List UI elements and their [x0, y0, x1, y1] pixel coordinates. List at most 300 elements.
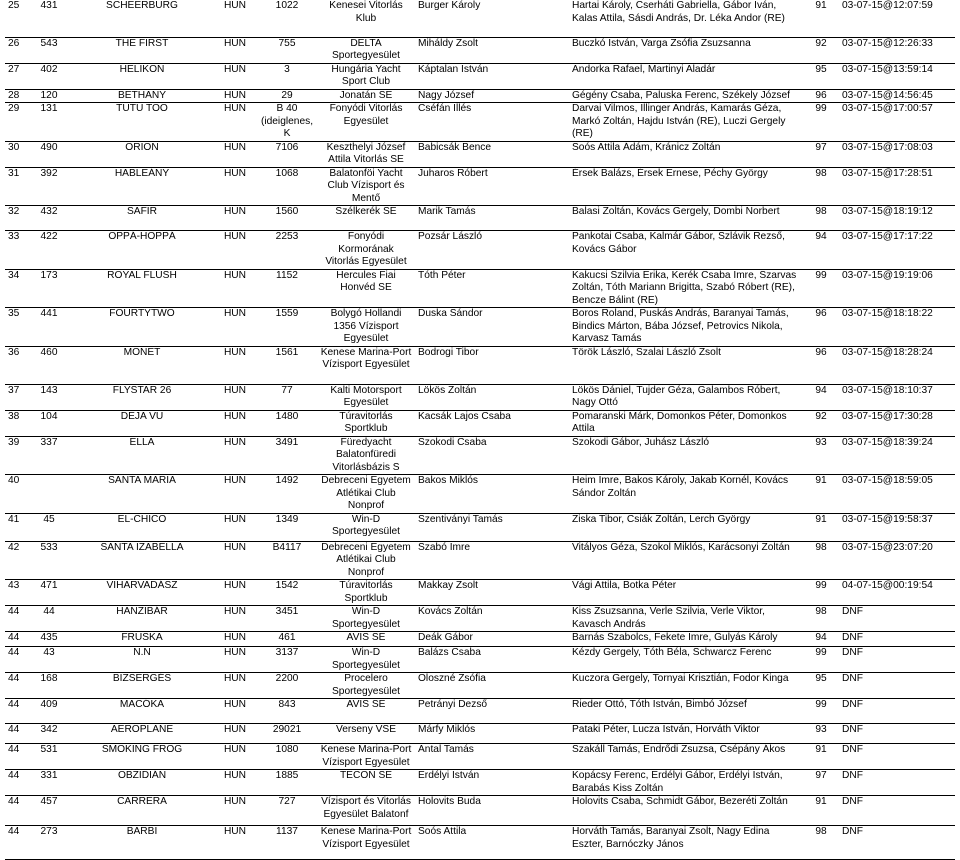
place-cell: 43	[8, 580, 20, 591]
nation-cell: HUN	[223, 744, 247, 755]
club-cell: Kalti Motorsport Egyesület	[330, 384, 402, 408]
nation-cell: HUN	[223, 63, 247, 75]
entry-number-cell: 143	[40, 384, 58, 396]
crew-cell: Pankotai Csaba, Kalmár Gábor, Szlávik Rezső, Kovács Gábor	[572, 231, 785, 255]
boat-name-cell: AEROPLANE	[110, 724, 174, 735]
table-row	[5, 580, 955, 606]
sail-number-cell: 1542	[275, 580, 299, 591]
nation-cell: HUN	[223, 410, 247, 422]
place-cell: 44	[8, 606, 20, 617]
nation-cell: HUN	[223, 770, 247, 781]
points-cell: 99	[815, 103, 827, 114]
sail-number-cell: 1559	[275, 308, 299, 319]
nation-cell: HUN	[223, 167, 247, 179]
points-cell: 91	[815, 744, 827, 755]
sail-number-cell: 1068	[275, 167, 299, 179]
club-cell: Debreceni Egyetem Atlétikai Club Nonprof	[321, 541, 411, 578]
place-cell: 37	[8, 384, 20, 396]
points-cell: 96	[815, 89, 827, 101]
crew-cell: Rieder Ottó, Tóth István, Bimbó József	[572, 699, 747, 710]
sail-number-cell: 1080	[275, 744, 299, 755]
crew-cell: Heim Imre, Bakos Károly, Jakab Kornél, Kovács Sándor Zoltán	[572, 475, 789, 499]
sail-number-cell: 1022	[275, 0, 299, 11]
finish-time-cell: DNF	[842, 673, 863, 684]
club-cell: Keszthelyi József Attila Vitorlás SE	[326, 141, 406, 165]
nation-cell: HUN	[223, 269, 247, 281]
crew-cell: Szokodi Gábor, Juhász László	[572, 436, 710, 448]
table-row	[5, 103, 955, 142]
table-row	[5, 141, 955, 167]
boat-name-cell: THE FIRST	[115, 37, 169, 49]
sail-number-cell: 2200	[275, 673, 299, 684]
crew-cell: Holovits Csaba, Schmidt Gábor, Bezeréti Zoltán	[572, 796, 788, 807]
place-cell: 44	[8, 632, 20, 643]
skipper-cell: Holovits Buda	[418, 796, 481, 807]
club-cell: Balatonföi Yacht Club Vízisport és Mentő	[327, 167, 405, 204]
nation-cell: HUN	[223, 141, 247, 153]
crew-cell: Balasi Zoltán, Kovács Gergely, Dombi Norbert	[572, 206, 780, 217]
nation-cell: HUN	[223, 206, 247, 217]
boat-name-cell: BARBI	[126, 826, 158, 837]
entry-number-cell: 45	[43, 513, 55, 525]
sail-number-cell: 29021	[272, 724, 302, 735]
nation-cell: HUN	[223, 436, 247, 448]
boat-name-cell: FLYSTAR 26	[112, 384, 172, 396]
place-cell: 44	[8, 699, 20, 710]
sail-number-cell: 1137	[276, 826, 298, 837]
results-body	[5, 0, 955, 860]
nation-cell: HUN	[223, 580, 247, 591]
crew-cell: Horváth Tamás, Baranyai Zsolt, Nagy Edina Eszter, Barnóczky János	[572, 826, 770, 850]
skipper-cell: Erdélyi István	[418, 770, 480, 781]
boat-name-cell: BETHANY	[117, 89, 167, 101]
nation-cell: HUN	[223, 796, 247, 807]
nation-cell: HUN	[223, 513, 247, 525]
table-row	[5, 541, 955, 580]
boat-name-cell: SANTA MARIA	[108, 475, 176, 486]
crew-cell: Lökös Dániel, Tujder Géza, Galambos Róbert, Nagy Ottó	[572, 384, 781, 408]
entry-number-cell: 441	[40, 308, 58, 319]
points-cell: 99	[815, 580, 827, 591]
finish-time-cell: 03-07-15@17:28:51	[842, 167, 933, 179]
place-cell: 30	[8, 141, 20, 153]
points-cell: 98	[815, 206, 827, 217]
finish-time-cell: DNF	[842, 647, 863, 658]
entry-number-cell: 471	[40, 580, 58, 591]
finish-time-cell: DNF	[842, 826, 863, 837]
nation-cell: HUN	[223, 826, 247, 837]
club-cell: TECON SE	[339, 770, 393, 781]
nation-cell: HUN	[223, 37, 247, 49]
entry-number-cell: 435	[40, 632, 58, 643]
place-cell: 27	[8, 63, 20, 75]
club-cell: Win-D Sportegyesület	[332, 647, 400, 671]
skipper-cell: Marik Tamás	[418, 206, 476, 217]
crew-cell: Gégény Csaba, Paluska Ferenc, Székely József	[572, 89, 791, 101]
skipper-cell: Szabó Imre	[418, 541, 471, 553]
boat-name-cell: HABLEÁNY	[114, 167, 170, 179]
boat-name-cell: SMOKING FROG	[101, 744, 183, 755]
club-cell: Túravitorlás Sportklub	[339, 580, 393, 604]
table-row	[5, 0, 955, 37]
crew-cell: Kézdy Gergely, Tóth Béla, Schwarcz Ferenc	[572, 647, 772, 658]
place-cell: 28	[8, 89, 20, 101]
table-row	[5, 475, 955, 514]
table-row	[5, 673, 955, 699]
club-cell: Kenesei Vitorlás Klub	[329, 0, 403, 24]
boat-name-cell: SANTA IZABELLA	[100, 541, 184, 553]
crew-cell: Kopácsy Ferenc, Erdélyi Gábor, Erdélyi István, Barabás Kiss Zoltán	[572, 770, 783, 794]
skipper-cell: Oloszné Zsófia	[418, 673, 486, 684]
finish-time-cell: 03-07-15@12:26:33	[842, 37, 933, 49]
skipper-cell: Bakos Miklós	[418, 475, 479, 486]
entry-number-cell: 457	[40, 796, 58, 807]
table-row	[5, 513, 955, 541]
table-row	[5, 647, 955, 673]
skipper-cell: Szentiványi Tamás	[418, 513, 503, 525]
place-cell: 44	[8, 647, 20, 658]
place-cell: 26	[8, 37, 20, 49]
table-row	[5, 796, 955, 826]
finish-time-cell: DNF	[842, 724, 863, 735]
club-cell: Hungária Yacht Sport Club	[331, 63, 401, 87]
table-row	[5, 231, 955, 270]
finish-time-cell: DNF	[842, 770, 863, 781]
crew-cell: Kiss Zsuzsanna, Verle Szilvia, Verle Viktor, Kavasch András	[572, 606, 765, 630]
points-cell: 97	[815, 141, 827, 153]
skipper-cell: Petrányi Dezső	[418, 699, 488, 710]
club-cell: Vízisport és Vitorlás Egyesület Balatonf	[321, 796, 411, 820]
entry-number-cell: 168	[40, 673, 58, 684]
crew-cell: Ziska Tibor, Csiák Zoltán, Lerch György	[572, 513, 751, 525]
crew-cell: Kakucsi Szilvia Erika, Kerék Csaba Imre, Szarvas Zoltán, Tóth Mariann Brigitta, Szabó Róbert (RE), Bencze Bálint (RE)	[572, 269, 797, 306]
entry-number-cell: 490	[40, 141, 58, 153]
boat-name-cell: TUTU TOO	[116, 103, 168, 114]
boat-name-cell: MACÓKA	[119, 699, 165, 710]
boat-name-cell: FOURTYTWO	[109, 308, 175, 319]
place-cell: 44	[8, 770, 20, 781]
table-row	[5, 699, 955, 724]
finish-time-cell: 03-07-15@17:30:28	[842, 410, 933, 422]
finish-time-cell: DNF	[842, 606, 863, 617]
finish-time-cell: 03-07-15@18:10:37	[842, 384, 933, 396]
nation-cell: HUN	[223, 0, 247, 11]
place-cell: 34	[8, 269, 20, 281]
table-row	[5, 436, 955, 475]
sail-number-cell: 1492	[275, 475, 299, 486]
skipper-cell: Babicsák Bence	[418, 141, 492, 153]
entry-number-cell: 432	[40, 206, 58, 217]
entry-number-cell: 422	[40, 231, 58, 242]
boat-name-cell: MONET	[123, 346, 161, 358]
boat-name-cell: DEJA VU	[120, 410, 164, 422]
finish-time-cell: DNF	[842, 744, 863, 755]
crew-cell: Andorka Rafael, Martinyi Aladár	[572, 63, 716, 75]
finish-time-cell: 03-07-15@12:07:59	[842, 0, 933, 11]
crew-cell: Szakáll Tamás, Endrődi Zsuzsa, Csépány Ákos	[572, 744, 786, 755]
table-row	[5, 770, 955, 796]
nation-cell: HUN	[223, 632, 247, 643]
sail-number-cell: 1560	[275, 206, 299, 217]
skipper-cell: Márfy Miklós	[418, 724, 476, 735]
club-cell: AVIS SE	[346, 632, 386, 643]
skipper-cell: Káptalan István	[418, 63, 489, 75]
finish-time-cell: DNF	[842, 699, 863, 710]
finish-time-cell: 03-07-15@13:59:14	[842, 63, 933, 75]
skipper-cell: Tóth Péter	[418, 269, 466, 281]
sail-number-cell: 1561	[275, 346, 299, 358]
skipper-cell: Pozsár László	[418, 231, 482, 242]
table-row	[5, 724, 955, 744]
place-cell: 35	[8, 308, 20, 319]
crew-cell: Vági Attila, Botka Péter	[572, 580, 677, 591]
entry-number-cell: 43	[43, 647, 55, 658]
club-cell: Kenese Marina-Port Vízisport Egyesület	[320, 346, 412, 370]
nation-cell: HUN	[223, 346, 247, 358]
crew-cell: Barnás Szabolcs, Fekete Imre, Gulyás Károly	[572, 632, 778, 643]
boat-name-cell: SCHEERBURG	[106, 0, 178, 11]
points-cell: 91	[815, 513, 827, 525]
table-row	[5, 89, 955, 103]
finish-time-cell: 03-07-15@17:17:22	[842, 231, 933, 242]
place-cell: 36	[8, 346, 20, 358]
sail-number-cell: 77	[281, 384, 293, 396]
points-cell: 92	[815, 37, 827, 49]
entry-number-cell: 104	[40, 410, 58, 422]
boat-name-cell: CARRERA	[117, 796, 167, 807]
boat-name-cell: FRUSKA	[121, 632, 163, 643]
place-cell: 39	[8, 436, 20, 448]
table-row	[5, 384, 955, 410]
table-row	[5, 606, 955, 632]
points-cell: 99	[815, 647, 827, 658]
points-cell: 94	[815, 384, 827, 396]
place-cell: 41	[8, 513, 20, 525]
table-row	[5, 826, 955, 860]
points-cell: 96	[815, 346, 827, 358]
club-cell: Szélkerék SE	[335, 206, 397, 217]
nation-cell: HUN	[223, 308, 247, 319]
points-cell: 98	[815, 541, 827, 553]
crew-cell: Soós Attila Ádám, Kránicz Zoltán	[572, 141, 721, 153]
sail-number-cell: 1480	[275, 410, 299, 422]
club-cell: Hercules Fiai Honvéd SE	[336, 269, 396, 293]
club-cell: Bolygó Hollandi 1356 Vízisport Egyesület	[330, 308, 402, 344]
nation-cell: HUN	[223, 89, 247, 101]
skipper-cell: Juharos Róbert	[418, 167, 488, 179]
table-row	[5, 37, 955, 63]
place-cell: 44	[8, 744, 20, 755]
crew-cell: Kuczora Gergely, Tornyai Krisztián, Fodor Kinga	[572, 673, 789, 684]
table-row	[5, 269, 955, 308]
sail-number-cell: B4117	[272, 541, 302, 553]
club-cell: Procelero Sportegyesület	[332, 673, 400, 697]
boat-name-cell: BIZSERGÉS	[112, 673, 172, 684]
points-cell: 93	[815, 436, 827, 448]
finish-time-cell: 03-07-15@19:58:37	[842, 513, 933, 525]
finish-time-cell: 03-07-15@14:56:45	[842, 89, 933, 101]
sail-number-cell: 755	[278, 37, 296, 49]
skipper-cell: Burger Károly	[418, 0, 481, 11]
entry-number-cell: 392	[40, 167, 58, 179]
crew-cell: Érsek Balázs, Érsek Ernese, Péchy György	[572, 167, 768, 179]
finish-time-cell: 03-07-15@18:18:22	[842, 308, 933, 319]
finish-time-cell: DNF	[842, 796, 863, 807]
place-cell: 33	[8, 231, 20, 242]
sail-number-cell: 3451	[275, 606, 299, 617]
entry-number-cell: 331	[40, 770, 58, 781]
place-cell: 44	[8, 724, 20, 735]
sail-number-cell: 461	[278, 632, 296, 643]
finish-time-cell: 03-07-15@23:07:20	[842, 541, 933, 553]
boat-name-cell: EL-CHICO	[117, 513, 167, 525]
club-cell: Fonyódi Kormorának Vitorlás Egyesület	[325, 231, 407, 267]
results-table	[5, 0, 955, 860]
points-cell: 99	[815, 699, 827, 710]
boat-name-cell: N.N	[133, 647, 151, 658]
skipper-cell: Lökös Zoltán	[418, 384, 477, 396]
place-cell: 40	[8, 475, 20, 486]
points-cell: 95	[815, 673, 827, 684]
finish-time-cell: 03-07-15@18:19:12	[842, 206, 933, 217]
sail-number-cell: 3137	[275, 647, 299, 658]
club-cell: Túravitorlás Sportklub	[339, 410, 393, 434]
table-row	[5, 63, 955, 89]
nation-cell: HUN	[223, 699, 247, 710]
boat-name-cell: OPPÁ-HOPPÁ	[108, 231, 176, 242]
skipper-cell: Kacsák Lajos Csaba	[418, 410, 511, 422]
entry-number-cell: 44	[43, 606, 55, 617]
points-cell: 98	[815, 826, 827, 837]
entry-number-cell: 531	[40, 744, 58, 755]
sail-number-cell: 727	[278, 796, 296, 807]
entry-number-cell	[27, 475, 71, 514]
entry-number-cell: 460	[40, 346, 58, 358]
skipper-cell: Antal Tamás	[418, 744, 474, 755]
place-cell: 32	[8, 206, 20, 217]
club-cell: Verseny VSE	[335, 724, 397, 735]
place-cell: 44	[8, 826, 20, 837]
table-row	[5, 632, 955, 647]
skipper-cell: Kovács Zoltán	[418, 606, 483, 617]
points-cell: 91	[815, 475, 827, 486]
boat-name-cell: HANZIBÁR	[116, 606, 168, 617]
skipper-cell: Soós Attila	[418, 826, 467, 837]
place-cell: 44	[8, 796, 20, 807]
skipper-cell: Nagy József	[418, 89, 475, 101]
skipper-cell: Duska Sándor	[418, 308, 483, 319]
entry-number-cell: 131	[40, 103, 58, 114]
points-cell: 94	[815, 231, 827, 242]
table-row	[5, 346, 955, 384]
nation-cell: HUN	[223, 606, 247, 617]
sail-number-cell: 29	[281, 89, 293, 101]
entry-number-cell: 533	[40, 541, 58, 553]
club-cell: AVIS SE	[346, 699, 386, 710]
entry-number-cell: 402	[40, 63, 58, 75]
nation-cell: HUN	[223, 103, 247, 114]
points-cell: 92	[815, 410, 827, 422]
table-row	[5, 744, 955, 770]
sail-number-cell: B 40 (ideiglenes, K	[260, 103, 314, 139]
place-cell: 42	[8, 541, 20, 553]
nation-cell: HUN	[223, 673, 247, 684]
place-cell: 44	[8, 673, 20, 684]
entry-number-cell: 543	[40, 37, 58, 49]
finish-time-cell: 03-07-15@18:39:24	[842, 436, 933, 448]
finish-time-cell: 04-07-15@00:19:54	[842, 580, 933, 591]
club-cell: Kenese Marina-Port Vízisport Egyesület	[320, 826, 412, 850]
skipper-cell: Szokodi Csaba	[418, 436, 487, 448]
points-cell: 99	[815, 269, 827, 281]
club-cell: DELTA Sportegyesület	[332, 37, 400, 61]
crew-cell: Darvai Vilmos, Illinger András, Kamarás Géza, Markó Zoltán, Hajdu István (RE), Luczi Gergely (RE)	[572, 103, 786, 139]
nation-cell: HUN	[223, 541, 247, 553]
skipper-cell: Deák Gábor	[418, 632, 473, 643]
finish-time-cell: 03-07-15@18:28:24	[842, 346, 933, 358]
entry-number-cell: 273	[40, 826, 58, 837]
nation-cell: HUN	[223, 384, 247, 396]
entry-number-cell: 337	[40, 436, 58, 448]
place-cell: 31	[8, 167, 20, 179]
skipper-cell: Makkay Zsolt	[418, 580, 479, 591]
sail-number-cell: 1152	[276, 269, 298, 281]
finish-time-cell: 03-07-15@17:08:03	[842, 141, 933, 153]
points-cell: 95	[815, 63, 827, 75]
finish-time-cell: 03-07-15@17:00:57	[842, 103, 933, 114]
boat-name-cell: ROYAL FLUSH	[107, 269, 177, 281]
points-cell: 97	[815, 770, 827, 781]
points-cell: 91	[815, 0, 827, 11]
boat-name-cell: ORION	[125, 141, 159, 153]
crew-cell: Vitályos Géza, Szokol Miklós, Karácsonyi Zoltán	[572, 541, 790, 553]
sail-number-cell: 2253	[275, 231, 299, 242]
skipper-cell: Miháldy Zsolt	[418, 37, 479, 49]
place-cell: 29	[8, 103, 20, 114]
entry-number-cell: 342	[40, 724, 58, 735]
crew-cell: Török László, Szalai László Zsolt	[572, 346, 721, 358]
boat-name-cell: HELIKON	[119, 63, 165, 75]
table-row	[5, 206, 955, 231]
club-cell: Win-D Sportegyesület	[332, 606, 400, 630]
points-cell: 94	[815, 632, 827, 643]
nation-cell: HUN	[223, 231, 247, 242]
club-cell: Win-D Sportegyesület	[332, 513, 400, 537]
sail-number-cell: 1349	[275, 513, 299, 525]
place-cell: 38	[8, 410, 20, 422]
table-row	[5, 410, 955, 436]
points-cell: 98	[815, 167, 827, 179]
boat-name-cell: VIHARVADÁSZ	[106, 580, 178, 591]
points-cell: 98	[815, 606, 827, 617]
finish-time-cell: 03-07-15@18:59:05	[842, 475, 933, 486]
club-cell: Kenese Marina-Port Vízisport Egyesület	[320, 744, 412, 768]
points-cell: 93	[815, 724, 827, 735]
entry-number-cell: 120	[40, 89, 58, 101]
club-cell: Füredyacht Balatonfüredi Vitorlásbázis S	[332, 436, 400, 473]
skipper-cell: Cséfán Illés	[418, 103, 472, 114]
finish-time-cell: DNF	[842, 632, 863, 643]
sail-number-cell: 3	[284, 63, 290, 75]
boat-name-cell: SAFIR	[126, 206, 157, 217]
crew-cell: Pomaranski Márk, Domonkos Péter, Domonkos Attila	[572, 410, 787, 434]
points-cell: 96	[815, 308, 827, 319]
crew-cell: Pataki Péter, Lucza István, Horváth Viktor	[572, 724, 760, 735]
entry-number-cell: 431	[40, 0, 58, 11]
sail-number-cell: 843	[278, 699, 296, 710]
crew-cell: Boros Roland, Puskás András, Baranyai Tamás, Bindics Márton, Bába József, Petrovics Nikola, Karvasz Tamás	[572, 308, 789, 344]
sail-number-cell: 7106	[275, 141, 299, 153]
